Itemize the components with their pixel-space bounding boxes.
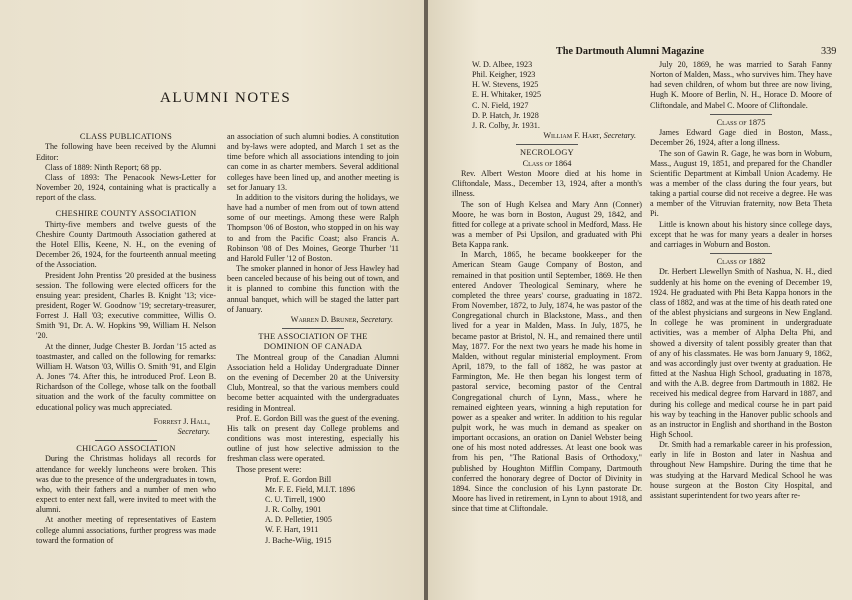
list-item: Phil. Keigher, 1923 <box>472 70 536 80</box>
signature <box>452 131 642 141</box>
left-column-1 <box>36 132 216 546</box>
list-item: C. N. Field, 1927 <box>472 100 529 110</box>
class-heading-1882: Class of 1882 <box>716 257 766 267</box>
paragraph: Little is known about his history since college days, except that he was for many years a dealer in horses and carriages in Woburn and Boston. <box>650 219 832 249</box>
list-item: W. D. Albee, 1923 <box>472 60 533 69</box>
paragraph: Dr. Smith had a remarkable career in his profession, early in life in Boston and later in Nashua and throughout New Hampshire. During the time that he was studying at the Harvard Medical School he was house surgeon at the Boston City Hospital, and assistant superintendent for two years after re- <box>650 440 832 500</box>
running-header-title: The Dartmouth Alumni Magazine <box>556 46 705 57</box>
paragraph: Rev. Albert Weston Moore died at his home in Cliftondale, Mass., December 13, 1924, after a month's illness. <box>452 169 642 199</box>
list-item: Mr. F. E. Field, M.I.T. 1896 <box>265 484 355 494</box>
signature-title: Secretary. <box>177 426 210 436</box>
section-title-chicago: CHICAGO ASSOCIATION <box>76 444 176 454</box>
left-page <box>0 0 424 600</box>
paragraph: President John Prentiss '20 presided at the business session. The following were elected officers for the ensuing year: president, Charles B. Knight '13; vice-president, Roger W. Goodnow '19; secretary-treasurer, Forrest J. Hall '03; executive committee, Willis O. Smith '91, Dr. A. W. Hopkins '99, William H. Nelson '20. <box>36 270 216 341</box>
list-item: D. P. Hatch, Jr. 1928 <box>472 110 539 120</box>
list-item: A. D. Pelletier, 1905 <box>265 515 332 525</box>
class-heading-1875: Class of 1875 <box>716 117 766 127</box>
signature <box>227 315 399 325</box>
signature-name: Warren D. Bruner, <box>290 314 359 324</box>
right-column-2 <box>650 60 832 501</box>
list-item: H. W. Stevens, 1925 <box>472 80 539 90</box>
paragraph: At another meeting of representatives of Eastern college alumni associations, further progress was made toward the formation of <box>36 515 216 545</box>
signature-title: Secretary. <box>360 314 393 324</box>
paragraph: At the dinner, Judge Chester B. Jordan '15 acted as toastmaster, and called on the following for remarks: William H. Watson '03, Willis O. Smith '91, and Elgin A. Jones '74. After this, he introduced Prof. Leon B. Richardson of the College, whose talk on the football situation and the work of the faculty committee on educational policy was much appreciated. <box>36 341 216 412</box>
list-item: J. R. Colby, 1901 <box>265 505 322 515</box>
list-item: C. U. Tirrell, 1900 <box>265 494 326 504</box>
paragraph: The smoker planned in honor of Jess Hawley had been canceled because of his being out of town, and it is planned to combine this function with the annual banquet, which will be staged the latter part of January. <box>227 264 399 314</box>
paragraph: The son of Gawin R. Gage, he was born in Woburn, Mass., August 19, 1851, and prepared for the Chandler Scientific Department at Kimball Union Academy. He was a member of the class during the four years, but taking a partial course did not receive a degree. He was a member of the Vitruvian fraternity, now Beta Theta Pi. <box>650 148 832 219</box>
list-item: J. R. Colby, Jr. 1931. <box>472 120 540 130</box>
paragraph: July 20, 1869, he was married to Sarah Fanny Norton of Malden, Mass., who survives him. They have had seven children, of whom but three are now living, Hugh K. Moore of Berlin, N. H., Horace D. Moore of Cliftondale, and Mabel C. Moore of Cliftondale. <box>650 60 832 110</box>
paragraph: Class of 1893: The Penacook News-Letter for November 20, 1924, containing what is practically a report of the class. <box>36 172 216 203</box>
paragraph: The son of Hugh Kelsea and Mary Ann (Conner) Moore, he was born in Boston, August 29, 1842, and fitted for college at a private school in Medford, Mass. He was a member of Psi Upsilon, and graduated with Phi Beta Kappa rank. <box>452 199 642 250</box>
section-title-necrology: NECROLOGY <box>520 148 574 158</box>
class-heading-1864: Class of 1864 <box>522 158 572 168</box>
signature-name-text: Forrest J. Hall, <box>153 416 210 426</box>
right-page <box>428 0 852 600</box>
list-item: E. H. Whitaker, 1925 <box>472 90 542 100</box>
list-item: J. Bache-Wiig, 1915 <box>265 535 332 545</box>
signature-title: Secretary. <box>603 131 636 141</box>
page-heading: ALUMNI NOTES <box>160 90 292 106</box>
section-title-canada-2: DOMINION OF CANADA <box>263 342 363 352</box>
paragraph: In March, 1865, he became bookkeeper for the American Steam Gauge Company of Boston, and remained in that position until September, 1869. He then entered Andover Theological Seminary, where he completed the three years' course, graduating in 1872. From November, 1872, to July, 1874, he was pastor of the Congregational church in Blackstone, Mass., and then lived for a year in Malden, Mass. In July, 1875, he became pastor at Bristol, N. H., and remained there until May, 1877. For the next two years he made his home in Malden, without regular ministerial employment. From April, 1879, to the fall of 1882, he was pastor at Farmington, Me. He then began his longest term of pastoral service, becoming pastor of the Central Congregational church of Lynn, Mass., where he remained eighteen years, winning a high reputation for power as a speaker and writer. In addition to his regular pulpit work, he was much in demand as speaker on important occasions, an oration on Daniel Webster being one of his most noted addresses. At least one book was from his pen, "The Rational Basis of Orthodoxy," published by Houghton Mifflin Company, Dartmouth conferred the honorary degree of Doctor of Divinity in 1894. Since the conclusion of his Lynn pastorate Dr. Moore has lived in retirement, in Lynn to about 1918, and since that time at Cliftondale. <box>452 250 642 514</box>
divider <box>710 114 772 115</box>
left-column-2 <box>227 132 399 546</box>
list-item: W. F. Hart, 1911 <box>265 525 319 535</box>
paragraph: In addition to the visitors during the holidays, we have had a number of men from out of town attend some of our meetings. Among these were Ralph Thompson '06 of Boston, who stopped in on his way to and from the Pacific Coast; also Francis A. Robinson '08 of Des Moines, George Thurber '11 and Harold Fuller '12 of Boston. <box>227 192 399 263</box>
signature-name: William F. Hart, <box>543 131 602 141</box>
paragraph: an association of such alumni bodies. A constitution and by-laws were adopted, and March 1 set as the time before which all associations intending to join can come in as charter members. Several additional colleges have been lined up, and another meeting is set for January 13. <box>227 132 399 192</box>
paragraph: Class of 1889: Ninth Report; 68 pp. <box>45 162 162 172</box>
paragraph: The following have been received by the Alumni Editor: <box>36 142 216 162</box>
section-title-cheshire: CHESHIRE COUNTY ASSOCIATION <box>55 209 197 219</box>
signature-name <box>36 417 216 427</box>
paragraph: Thirty-five members and twelve guests of the Cheshire County Dartmouth Association gathered at the Hotel Ellis, Keene, N. H., on the evening of December 26, 1924, for the fourteenth annual meeting of the Association. <box>36 219 216 270</box>
divider <box>710 253 772 254</box>
right-column-1 <box>452 60 642 514</box>
paragraph: The Montreal group of the Canadian Alumni Association held a Holiday Undergraduate Dinner on the evening of December 20 at the University Club, Montreal, so that the various members could become better acquainted with the undergraduates residing in Montreal. <box>227 352 399 413</box>
paragraph: Those present were: <box>236 464 302 474</box>
paragraph: James Edward Gage died in Boston, Mass., December 26, 1924, after a long illness. <box>650 128 832 148</box>
paragraph: Prof. E. Gordon Bill was the guest of the evening. His talk on present day College problems and conditions was most interesting, especially his outline of just how selective admission to the freshman class were operated. <box>227 413 399 464</box>
page-number: 339 <box>821 46 837 57</box>
divider <box>95 440 157 441</box>
divider <box>516 144 578 145</box>
section-title-canada-1: THE ASSOCIATION OF THE <box>258 331 368 341</box>
paragraph: During the Christmas holidays all records for attendance for weekly luncheons were broken. This was due to the presence of the undergraduates in town, who, with their fathers and a number of men who expect to enter next fall, were invited to meet with the alumni. <box>36 454 216 515</box>
section-title-class-publications: CLASS PUBLICATIONS <box>79 132 173 141</box>
list-item: Prof. E. Gordon Bill <box>265 474 332 484</box>
divider <box>282 328 344 329</box>
paragraph: Dr. Herbert Llewellyn Smith of Nashua, N. H., died suddenly at his home on the evening of December 19, 1924. He graduated with Phi Beta Kappa honors in the class of 1882, and was at the time of his death rated one of the ablest physicians and surgeons in New England. In college he was prominent in undergraduate activities, was a member of Alpha Delta Phi, and showed a diversity of talent possibly greater than that of any of his classmates. He was born January 9, 1862, and was accordingly just over twenty at graduation. He fitted at the Nashua High School, graduating in 1878, and with the A.B. degree from Dartmouth in 1882. He received his medical degree from Harvard in 1887, and during his college and medical course he in part paid his way by teaching in the Hanover public schools and as an instructor in English and shorthand in the Boston High School. <box>650 267 832 439</box>
